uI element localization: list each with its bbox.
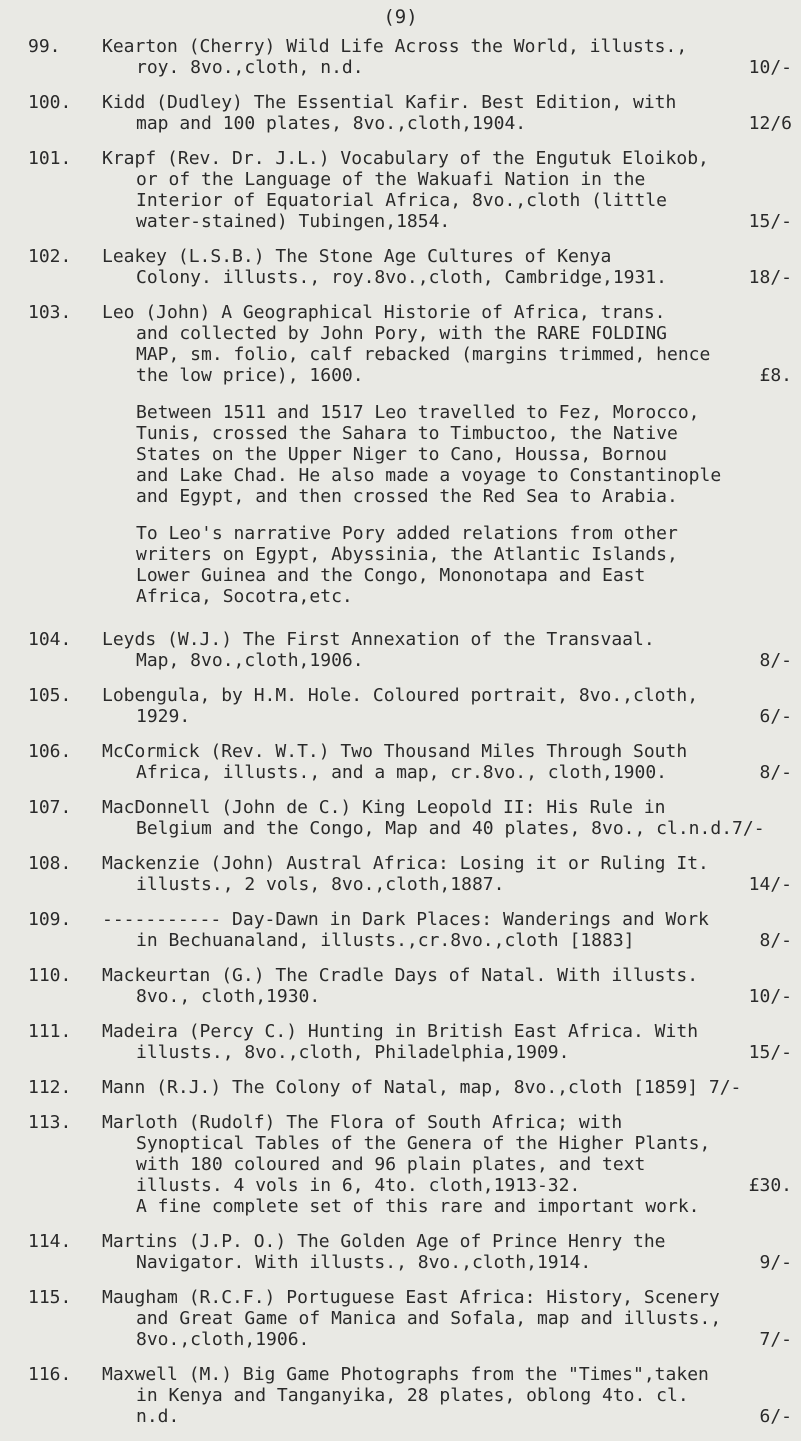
entry-price: 6/- (759, 706, 792, 727)
entry-line (136, 323, 792, 344)
entry-text: McCormick (Rev. W.T.) Two Thousand Miles Through South (102, 741, 688, 762)
entry-text: illusts. 4 vols in 6, 4to. cloth,1913-32. (136, 1175, 581, 1196)
entry-price: 7/- (759, 1329, 792, 1350)
catalogue-entry (0, 909, 801, 951)
catalogue-entry (0, 741, 801, 783)
entry-price: 8/- (759, 930, 792, 951)
note-line: Between 1511 and 1517 Leo travelled to Fez, Morocco, (136, 402, 700, 423)
entry-text: 8vo.,cloth,1906. (136, 1329, 310, 1350)
entry-line (102, 1112, 792, 1133)
entry-line (102, 629, 792, 650)
entry-line (102, 797, 792, 818)
entry-price: 8/- (759, 762, 792, 783)
entry-line (136, 986, 792, 1007)
catalogue-entry (0, 1287, 801, 1350)
entry-text: Kidd (Dudley) The Essential Kafir. Best Edition, with (102, 92, 677, 113)
catalogue-entry (0, 92, 801, 134)
entry-text: MacDonnell (John de C.) King Leopold II: His Rule in (102, 797, 666, 818)
catalogue-entry (0, 1077, 801, 1098)
page-number: (9) (383, 6, 418, 28)
catalogue-entry (0, 1112, 801, 1217)
entry-line (136, 1042, 792, 1063)
catalogue-entry (0, 36, 801, 78)
entry-number: 107. (28, 797, 72, 818)
entry-text: Mann (R.J.) The Colony of Natal, map, 8vo.,cloth [1859] 7/- (102, 1077, 742, 1098)
catalogue-entry (0, 629, 801, 671)
entry-line (102, 302, 792, 323)
catalogue-entry (0, 1364, 801, 1427)
entry-text: Martins (J.P. O.) The Golden Age of Prince Henry the (102, 1231, 666, 1252)
entry-line (102, 1231, 792, 1252)
entry-price: 10/- (748, 986, 792, 1007)
entry-line (102, 148, 792, 169)
entry-line (136, 874, 792, 895)
entry-text: 8vo., cloth,1930. (136, 986, 321, 1007)
entry-line (102, 1021, 792, 1042)
entry-text: and collected by John Pory, with the RARE FOLDING (136, 323, 668, 344)
entry-line (136, 211, 792, 232)
catalogue-entry (0, 246, 801, 288)
entry-line (136, 706, 792, 727)
entry-text: water-stained) Tubingen,1854. (136, 211, 451, 232)
entry-line (136, 267, 792, 288)
catalogue-entry (0, 685, 801, 727)
entry-text: Krapf (Rev. Dr. J.L.) Vocabulary of the Engutuk Eloikob, (102, 148, 709, 169)
entry-number: 114. (28, 1231, 72, 1252)
entry-line (102, 853, 792, 874)
entry-number: 100. (28, 92, 72, 113)
entry-number: 103. (28, 302, 72, 323)
entry-text: or of the Language of the Wakuafi Nation in the (136, 169, 646, 190)
catalogue-entry (0, 965, 801, 1007)
entry-line (102, 36, 792, 57)
entry-number: 109. (28, 909, 72, 930)
entry-text: ----------- Day-Dawn in Dark Places: Wanderings and Work (102, 909, 709, 930)
catalogue-entry (0, 1021, 801, 1063)
entry-number: 111. (28, 1021, 72, 1042)
entry-text: Marloth (Rudolf) The Flora of South Africa; with (102, 1112, 623, 1133)
entry-price: 15/- (748, 1042, 792, 1063)
catalogue-entry (0, 1231, 801, 1273)
catalogue-entries (0, 36, 801, 1441)
entry-price: £8. (759, 365, 792, 386)
entry-line (136, 365, 792, 386)
entry-price: 6/- (759, 1406, 792, 1427)
entry-text: Interior of Equatorial Africa, 8vo.,cloth (little (136, 190, 668, 211)
entry-line (136, 190, 792, 211)
entry-line (102, 965, 792, 986)
entry-price: 18/- (748, 267, 792, 288)
entry-line (102, 92, 792, 113)
note-line: Tunis, crossed the Sahara to Timbuctoo, the Native (136, 423, 678, 444)
entry-text: Colony. illusts., roy.8vo.,cloth, Cambridge,1931. (136, 267, 668, 288)
entry-text: A fine complete set of this rare and important work. (136, 1196, 700, 1217)
entry-text: map and 100 plates, 8vo.,cloth,1904. (136, 113, 527, 134)
entry-number: 106. (28, 741, 72, 762)
entry-line (102, 246, 792, 267)
entry-number: 105. (28, 685, 72, 706)
entry-line (136, 344, 792, 365)
entry-line (136, 169, 792, 190)
entry-line (136, 1196, 792, 1217)
entry-line (136, 818, 792, 839)
entry-text: Leyds (W.J.) The First Annexation of the Transvaal. (102, 629, 655, 650)
entry-text: Kearton (Cherry) Wild Life Across the World, illusts., (102, 36, 688, 57)
entry-number: 108. (28, 853, 72, 874)
entry-text: the low price), 1600. (136, 365, 364, 386)
entry-text: illusts., 8vo.,cloth, Philadelphia,1909. (136, 1042, 570, 1063)
entry-line (102, 1077, 792, 1098)
entry-line (136, 1252, 792, 1273)
entry-text: illusts., 2 vols, 8vo.,cloth,1887. (136, 874, 505, 895)
entry-text: Map, 8vo.,cloth,1906. (136, 650, 364, 671)
note-line: States on the Upper Niger to Cano, Houssa, Bornou (136, 444, 668, 465)
entry-text: Leakey (L.S.B.) The Stone Age Cultures of Kenya (102, 246, 612, 267)
entry-price: 14/- (748, 874, 792, 895)
entry-line (136, 1329, 792, 1350)
note-line: To Leo's narrative Pory added relations from other (136, 523, 678, 544)
note-line: Africa, Socotra,etc. (136, 586, 353, 607)
entry-line (136, 1406, 792, 1427)
entry-text: with 180 coloured and 96 plain plates, and text (136, 1154, 646, 1175)
entry-line (102, 741, 792, 762)
entry-text: and Great Game of Manica and Sofala, map and illusts., (136, 1308, 722, 1329)
entry-text: Madeira (Percy C.) Hunting in British East Africa. With (102, 1021, 699, 1042)
entry-line (136, 57, 792, 78)
entry-line (136, 930, 792, 951)
entry-number: 115. (28, 1287, 72, 1308)
catalogue-entry (0, 797, 801, 839)
entry-line (136, 1175, 792, 1196)
entry-text: Mackeurtan (G.) The Cradle Days of Natal. With illusts. (102, 965, 699, 986)
entry-text: Maxwell (M.) Big Game Photographs from the "Times",taken (102, 1364, 709, 1385)
entry-line (136, 113, 792, 134)
entry-text: n.d. (136, 1406, 180, 1427)
entry-text: Navigator. With illusts., 8vo.,cloth,1914. (136, 1252, 592, 1273)
entry-price: 10/- (748, 57, 792, 78)
entry-line (136, 1133, 792, 1154)
entry-line (136, 1308, 792, 1329)
entry-text: Africa, illusts., and a map, cr.8vo., cloth,1900. (136, 762, 668, 783)
note-line: and Egypt, and then crossed the Red Sea to Arabia. (136, 486, 678, 507)
entry-text: in Bechuanaland, illusts.,cr.8vo.,cloth [1883] (136, 930, 635, 951)
entry-text: Maugham (R.C.F.) Portuguese East Africa: History, Scenery (102, 1287, 720, 1308)
entry-line (136, 650, 792, 671)
entry-text: MAP, sm. folio, calf rebacked (margins trimmed, hence (136, 344, 711, 365)
entry-number: 110. (28, 965, 72, 986)
entry-text: Belgium and the Congo, Map and 40 plates, 8vo., cl.n.d.7/- (136, 818, 765, 839)
note-line: writers on Egypt, Abyssinia, the Atlantic Islands, (136, 544, 678, 565)
entry-text: Synoptical Tables of the Genera of the Higher Plants, (136, 1133, 711, 1154)
entry-line (102, 1364, 792, 1385)
entry-price: 12/6 (748, 113, 792, 134)
entry-price: 15/- (748, 211, 792, 232)
entry-line (102, 685, 792, 706)
entry-number: 112. (28, 1077, 72, 1098)
entry-note (136, 523, 786, 607)
entry-number: 102. (28, 246, 72, 267)
entry-number: 104. (28, 629, 72, 650)
entry-number: 101. (28, 148, 72, 169)
note-line: and Lake Chad. He also made a voyage to Constantinople (136, 465, 722, 486)
entry-number: 99. (28, 36, 61, 57)
note-line: Lower Guinea and the Congo, Mononotapa and East (136, 565, 646, 586)
entry-price: £30. (748, 1175, 792, 1196)
entry-text: Leo (John) A Geographical Historie of Africa, trans. (102, 302, 666, 323)
entry-text: roy. 8vo.,cloth, n.d. (136, 57, 364, 78)
entry-price: 8/- (759, 650, 792, 671)
catalogue-entry (0, 148, 801, 232)
entry-text: Mackenzie (John) Austral Africa: Losing it or Ruling It. (102, 853, 709, 874)
entry-price: 9/- (759, 1252, 792, 1273)
entry-note (136, 402, 786, 507)
entry-line (136, 762, 792, 783)
entry-line (136, 1385, 792, 1406)
entry-text: Lobengula, by H.M. Hole. Coloured portrait, 8vo.,cloth, (102, 685, 699, 706)
catalogue-entry (0, 853, 801, 895)
entry-text: 1929. (136, 706, 191, 727)
entry-number: 113. (28, 1112, 72, 1133)
catalogue-entry (0, 302, 801, 615)
entry-line (102, 1287, 792, 1308)
entry-line (136, 1154, 792, 1175)
entry-line (102, 909, 792, 930)
entry-text: in Kenya and Tanganyika, 28 plates, oblong 4to. cl. (136, 1385, 689, 1406)
entry-number: 116. (28, 1364, 72, 1385)
